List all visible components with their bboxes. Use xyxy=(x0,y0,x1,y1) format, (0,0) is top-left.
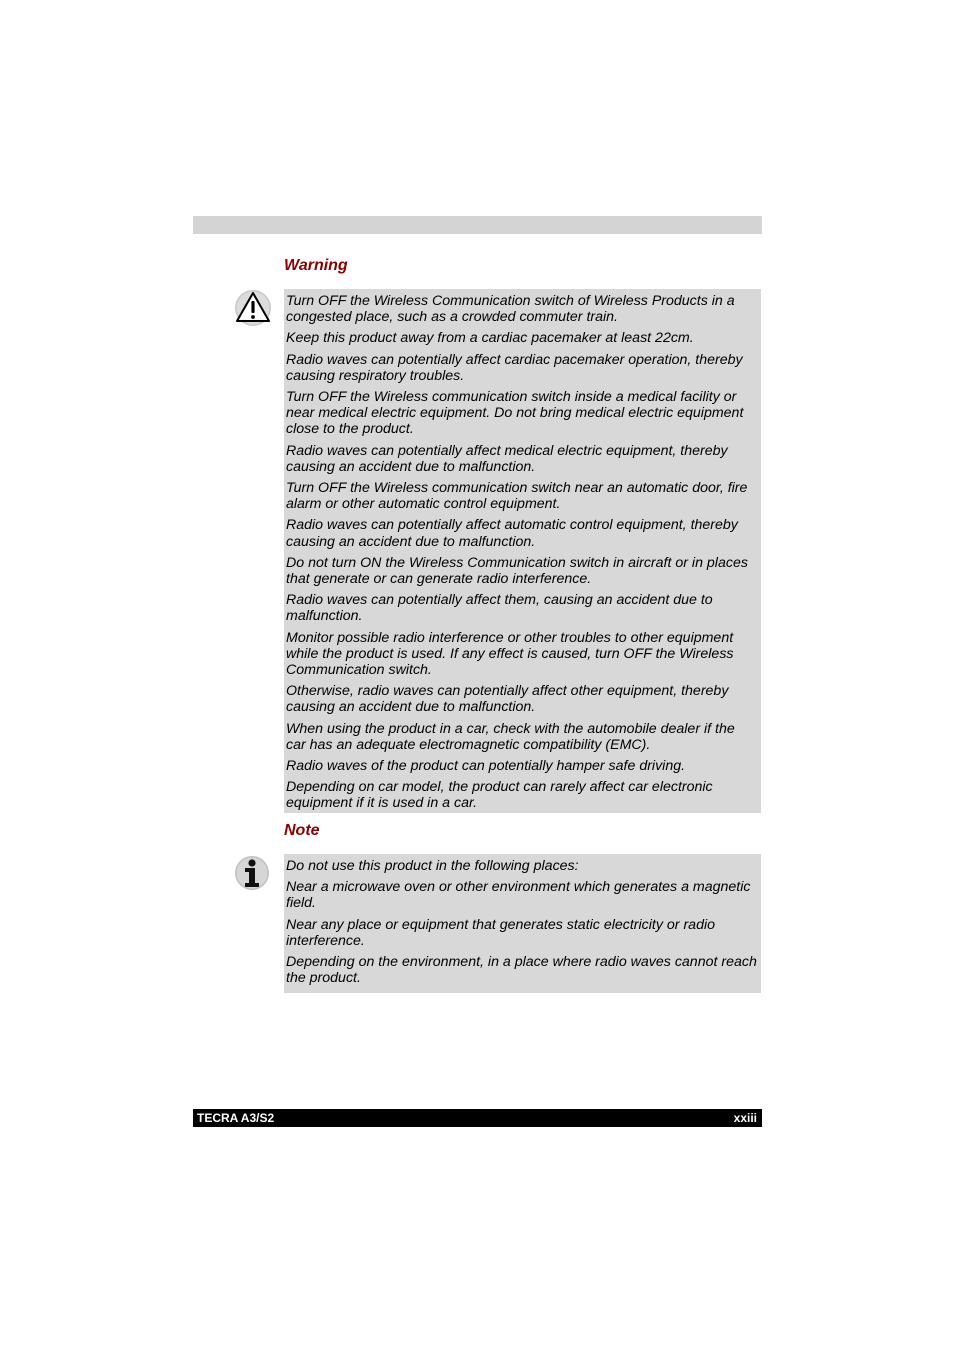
warning-paragraph: Monitor possible radio interference or other troubles to other equipment while the product is used. If any effect is caused, turn OFF the Wireless Communication switch. xyxy=(286,629,734,679)
note-paragraph: Do not use this product in the following places: xyxy=(286,858,579,874)
info-icon xyxy=(234,855,270,896)
warning-heading: Warning xyxy=(284,257,348,274)
note-paragraph: Near a microwave oven or other environment which generates a magnetic field. xyxy=(286,879,751,912)
footer-page-number: xxiii xyxy=(733,1111,757,1125)
warning-paragraph: Radio waves can potentially affect automatic control equipment, thereby causing an accident due to malfunction. xyxy=(286,517,738,550)
warning-paragraph: Keep this product away from a cardiac pacemaker at least 22cm. xyxy=(286,330,694,347)
warning-paragraph: Turn OFF the Wireless communication switch near an automatic door, fire alarm or other automatic control equipment. xyxy=(286,480,748,513)
footer-bar xyxy=(193,1109,762,1127)
warning-paragraph: Radio waves can potentially affect medical electric equipment, thereby causing an accident due to malfunction. xyxy=(286,442,728,475)
footer-model: TECRA A3/S2 xyxy=(197,1111,275,1125)
warning-triangle-icon xyxy=(234,289,272,332)
warning-box xyxy=(284,289,761,813)
warning-paragraph: When using the product in a car, check with the automobile dealer if the car has an adequate electromagnetic compatibility (EMC). xyxy=(286,720,735,753)
warning-paragraph: Otherwise, radio waves can potentially affect other equipment, thereby causing an accident due to malfunction. xyxy=(286,683,729,716)
note-heading: Note xyxy=(284,822,320,839)
warning-paragraph: Do not turn ON the Wireless Communication switch in aircraft or in places that generate or can generate radio interference. xyxy=(286,554,748,588)
warning-paragraph: Radio waves can potentially affect them, causing an accident due to malfunction. xyxy=(286,592,713,625)
note-paragraph: Depending on the environment, in a place where radio waves cannot reach the product. xyxy=(286,954,757,987)
warning-paragraph: Radio waves can potentially affect cardiac pacemaker operation, thereby causing respiratory troubles. xyxy=(286,351,743,384)
warning-paragraph: Radio waves of the product can potentially hamper safe driving. xyxy=(286,758,686,775)
warning-paragraph: Turn OFF the Wireless Communication switch of Wireless Products in a congested place, such as a crowded commuter train. xyxy=(286,293,735,326)
header-bar xyxy=(193,216,762,234)
note-paragraph: Near any place or equipment that generates static electricity or radio interference. xyxy=(286,916,715,949)
warning-paragraph: Depending on car model, the product can rarely affect car electronic equipment if it is used in a car. xyxy=(286,779,713,812)
warning-paragraph: Turn OFF the Wireless communication switch inside a medical facility or near medical electric equipment. Do not bring medical electric equipment close to the product. xyxy=(286,389,744,438)
note-box xyxy=(284,854,761,993)
